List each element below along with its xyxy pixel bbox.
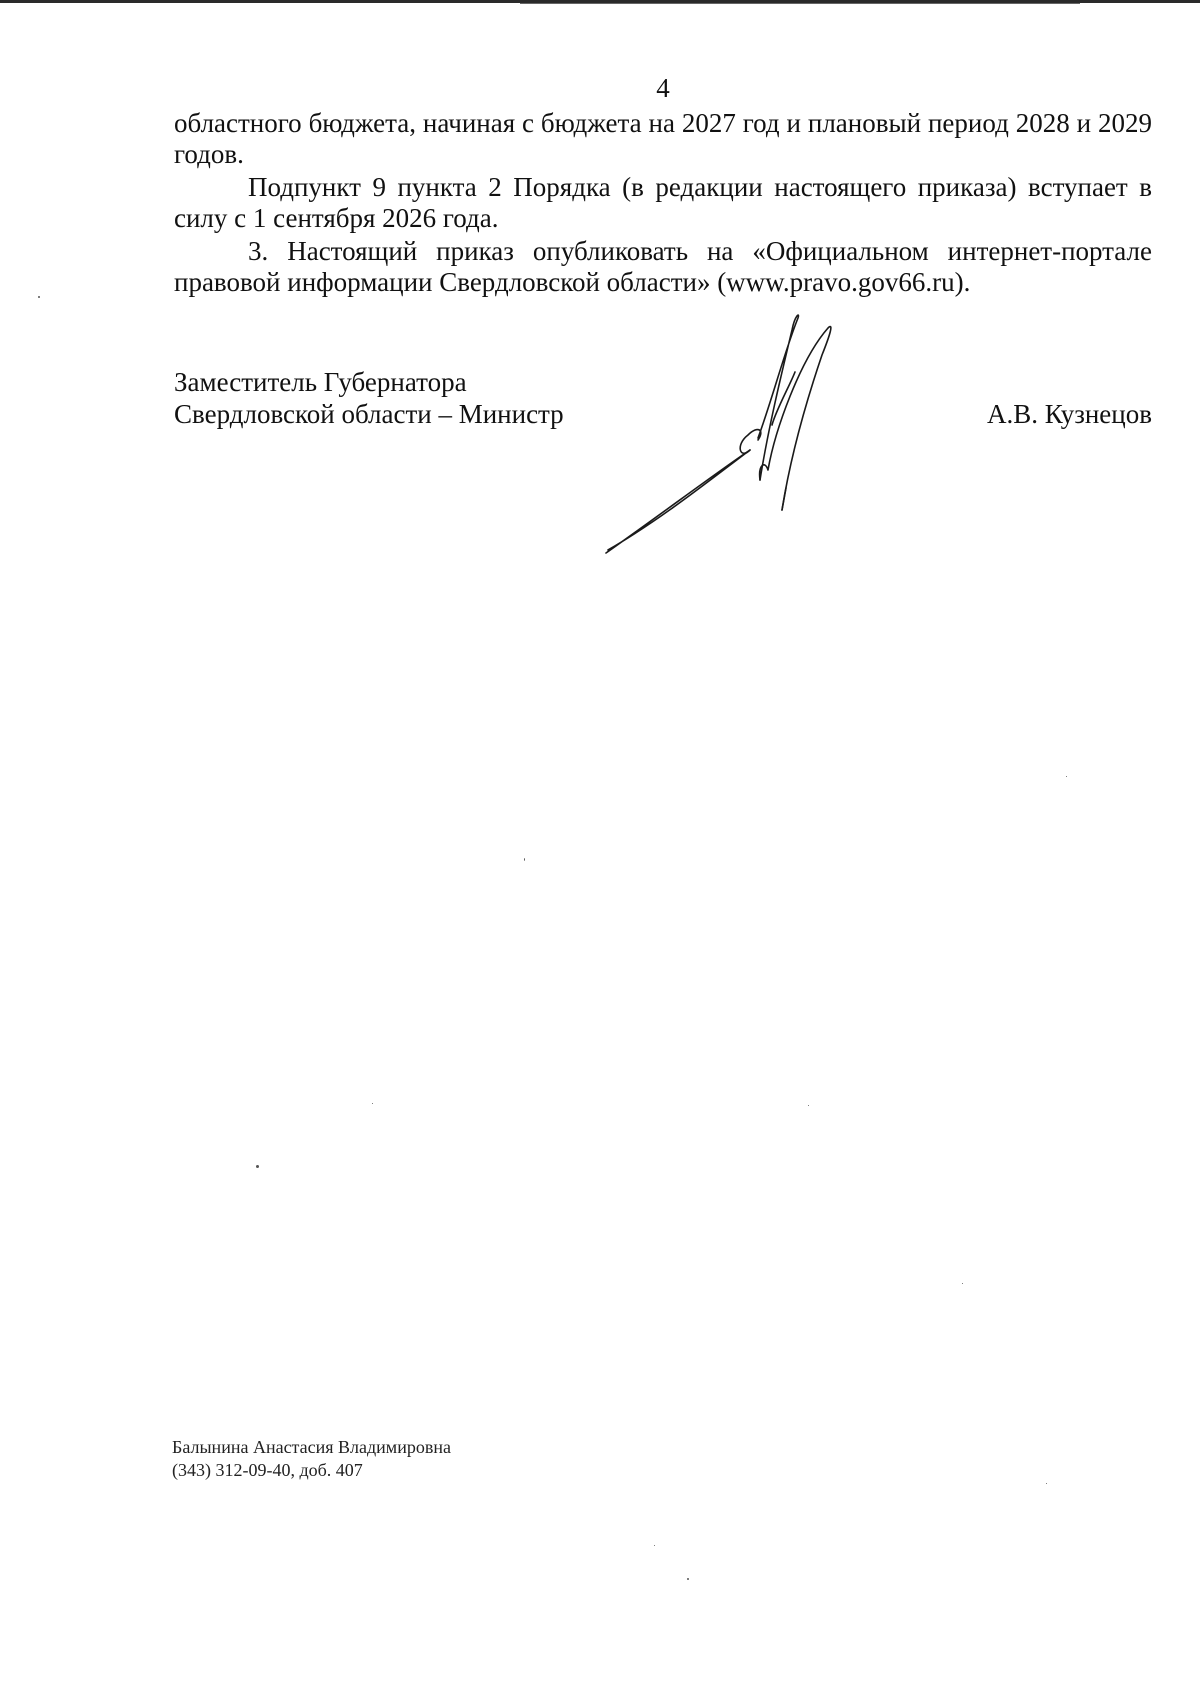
signatory-position-line2: Свердловской области – Министр [174, 399, 564, 429]
scan-speck [524, 858, 525, 861]
signatory-name: А.В. Кузнецов [986, 399, 1152, 429]
scan-speck [38, 296, 40, 298]
scan-speck [256, 1165, 259, 1168]
handwritten-signature [600, 310, 860, 560]
signatory-position [174, 366, 594, 430]
scan-speck [654, 1545, 655, 1546]
scan-edge-line [520, 3, 1080, 4]
paragraph-effective-date: Подпункт 9 пункта 2 Порядка (в редакции настоящего приказа) вступает в силу с 1 сентября 2026 года. [174, 172, 1152, 233]
executor-phone: (343) 312-09-40, доб. 407 [172, 1460, 363, 1480]
scan-speck [372, 1103, 373, 1104]
signatory-position-line1: Заместитель Губернатора [174, 367, 467, 397]
executor-name: Балынина Анастасия Владимировна [172, 1437, 451, 1457]
paragraph-continuation: областного бюджета, начиная с бюджета на 2027 год и плановый период 2028 и 2029 годов. [174, 108, 1152, 169]
paragraph-publication: 3. Настоящий приказ опубликовать на «Официальном интернет-портале правовой информации Свердловской области» (www.pravo.gov66.ru). [174, 236, 1152, 297]
scan-speck [687, 1578, 689, 1580]
page-number: 4 [656, 73, 670, 103]
document-body [174, 108, 1152, 298]
scan-speck [1066, 776, 1067, 777]
executor-contact [172, 1436, 592, 1482]
scan-speck [1046, 1483, 1047, 1484]
scan-speck [962, 1283, 963, 1284]
scan-speck [808, 1105, 809, 1106]
